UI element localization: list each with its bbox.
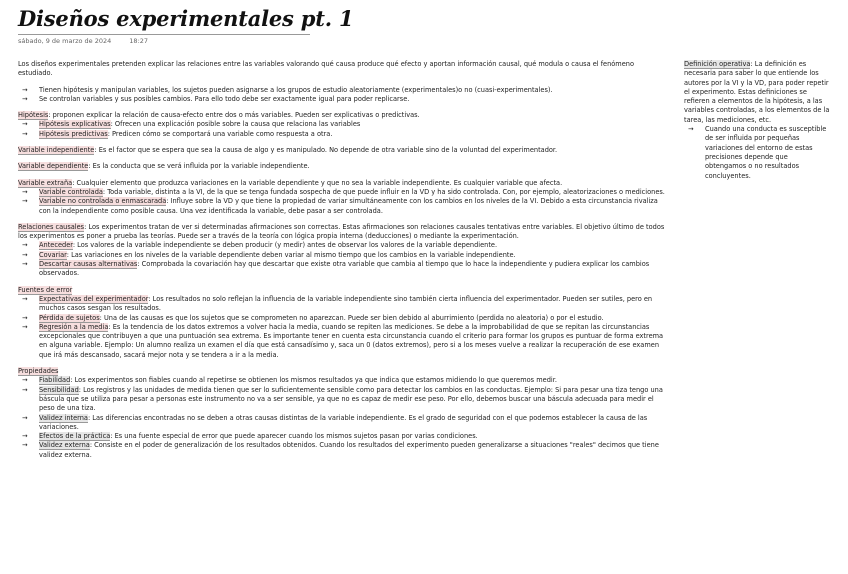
term-highlight: Fiabilidad — [39, 376, 71, 385]
note-time: 18:27 — [129, 37, 149, 45]
vi-definition — [18, 146, 668, 155]
definition-text: : Cualquier elemento que produzca variaciones en la variable dependiente y que no sea la variable independiente. Es cualquier variable que afecta. — [72, 178, 563, 187]
list-item — [18, 295, 668, 314]
list-item — [18, 386, 668, 414]
list-item — [18, 260, 668, 279]
definition-text: : Ofrecen una explicación posible sobre la causa que relaciona las variables — [110, 120, 361, 129]
list-item — [18, 251, 668, 260]
definition-text: : Los registros y las unidades de medida tienen que ser lo suficientemente sensible como para detectar los cambios en las conductas. Ejemplo: Si para pesar una tiza tengo una báscula que se utiliza para pesar a personas este instrumento no va a ser sensible, ya que no es capaz de medir ese peso. Por ello, debemos buscar una báscula adecuada para medir el peso de una tiza. — [39, 385, 663, 413]
main-content — [18, 60, 668, 467]
term-highlight: Variable controlada — [39, 187, 103, 196]
note-date: sábado, 9 de marzo de 2024 — [18, 37, 112, 45]
definition-text: : Influye sobre la VD y que tiene la propiedad de variar simultáneamente con los cambios en los niveles de la VI. Debido a esta circunstancia rivaliza con la independiente como posible causa. Una vez identificada la variable, debe pasar a ser controlada. — [39, 197, 658, 215]
term-highlight: Validez externa — [39, 441, 90, 450]
heading-highlight: Fuentes de error — [18, 285, 73, 294]
intro-paragraph: Los diseños experimentales pretenden explicar las relaciones entre las variables valorando qué causa produce qué efecto y aportan información causal, qué modula o causa el fenómeno estudiado. — [18, 60, 634, 78]
definition-text: : Los experimentos tratan de ver si determinadas afirmaciones son correctas. Estas afirmaciones son relaciones causales tentativas entre variables. El objetivo último de todos los experimentos es poner a prueba las teorías. Puede ser a través de la teoría con lógica propia interna (deducciones) o mediante la experimentación. — [18, 222, 665, 241]
term-highlight: Hipótesis — [18, 111, 49, 120]
list-item — [18, 376, 668, 385]
fuentes-heading — [18, 286, 668, 295]
list-item: → Se controlan variables y sus posibles cambios. Para ello todo debe ser exactamente igual para poder replicarse. — [18, 95, 668, 104]
hipotesis-list — [18, 120, 668, 139]
term-highlight: Descartar causas alternativas — [39, 260, 138, 269]
term-highlight: Anteceder — [39, 241, 73, 250]
definition-text: : proponen explicar la relación de causa-efecto entre dos o más variables. Pueden ser explicativas o predictivas. — [48, 111, 420, 120]
definition-text: : Es el factor que se espera que sea la causa de algo y es manipulado. No depende de otra variable sino de la voluntad del experimentador. — [94, 146, 558, 155]
list-item — [18, 314, 668, 323]
list-item — [18, 414, 668, 433]
term-highlight: Variable extraña — [18, 178, 73, 187]
list-item — [18, 188, 668, 197]
page-title: Diseños experimentales pt. 1 — [18, 6, 354, 31]
causales-definition — [18, 223, 668, 242]
term-highlight: Definición operativa — [684, 60, 751, 68]
definition-text: : Es la conducta que se verá influida por la variable independiente. — [88, 162, 310, 171]
definition-text: : Comprobada la covariación hay que descartar que existe otra variable que cambia al tiempo que lo hace la independiente y pudiera explicar los cambios observados. — [39, 260, 650, 278]
definition-text: : Predicen cómo se comportará una variable como respuesta a otra. — [107, 129, 333, 138]
term-highlight: Hipótesis explicativas — [39, 120, 111, 129]
heading-highlight: Propiedades — [18, 367, 59, 376]
list-item — [18, 241, 668, 250]
term-highlight: Pérdida de sujetos — [39, 313, 100, 322]
extrana-list — [18, 188, 668, 216]
definition-text: : Es una fuente especial de error que puede aparecer cuando los mismos sujetos pasan por varias condiciones. — [110, 432, 478, 441]
list-item — [18, 120, 668, 129]
term-highlight: Regresión a la media — [39, 322, 109, 331]
definition-text: : La definición es necesaria para saber lo que entiende los autores por la VI y la VD, para poder repetir el experimento. Estas definiciones se refieren a elementos de la hipótesis, a las variables controladas, a los elementos de la tarea, las mediciones, etc. — [684, 60, 830, 124]
side-list — [684, 125, 830, 181]
vd-definition — [18, 162, 668, 171]
term-highlight: Sensibilidad — [39, 385, 79, 394]
term-highlight: Relaciones causales — [18, 222, 85, 231]
definition-text: : Las diferencias encontradas no se deben a otras causas distintas de la variable independiente. Es el grado de seguridad con el que podemos establecer la causa de las variaciones. — [39, 413, 648, 431]
term-highlight: Variable dependiente — [18, 162, 89, 171]
definition-text: : Los experimentos son fiables cuando al repetirse se obtienen los mismos resultados ya que indica que estamos midiendo lo que queremos medir. — [70, 376, 557, 385]
side-note — [684, 60, 830, 188]
hipotesis-definition — [18, 111, 668, 120]
term-highlight: Efectos de la práctica — [39, 432, 111, 441]
term-highlight: Variable independiente — [18, 146, 95, 155]
definition-text: : Las variaciones en los niveles de la variable dependiente deben variar al mismo tiempo que los cambios en la variable independiente. — [66, 250, 516, 259]
definition-text: : Una de las causas es que los sujetos que se comprometen no aparezcan. Puede ser bien debido al aburrimiento (perdida no aleatoria) o por el estudio. — [99, 313, 604, 322]
definition-text: : Los resultados no solo reflejan la influencia de la variable independiente sino también cierta influencia del experimentador. Pueden ser sutiles, pero en muchos casos sesgan los resultados. — [39, 294, 653, 313]
intro-list — [18, 86, 668, 105]
fuentes-list — [18, 295, 668, 360]
causales-list — [18, 241, 668, 278]
propiedades-list — [18, 376, 668, 460]
definition-text: : Es la tendencia de los datos extremos a volver hacia la media, cuando se repiten las mediciones. Se debe a la improbabilidad de que se repitan las circunstancias excepcionales que contribuyen a que una puntuación sea extrema. Es importante tener en cuenta esta circunstancia cuando el criterio para formar los grupos es puntuar de forma extrema en alguna variable. Ejemplo: Un alumno realiza un examen el día que está cansadísimo y, saca un 0 (datos extremos), pero si a los meses vuelve a realizar la recuperación de ese examen que irá más descansado, sacará mejor nota y se tendera a ir a la media. — [39, 322, 664, 359]
term-highlight: Expectativas del experimentador — [39, 294, 149, 303]
definition-text: : Consiste en el poder de generalización de los resultados obtenidos. Cuando los resultados del experimento pueden generalizarse a situaciones "reales" decimos que tiene validez externa. — [39, 441, 659, 459]
list-item: → Tienen hipótesis y manipulan variables, los sujetos pueden asignarse a los grupos de estudio aleatoriamente (experimentales)o no (cuasi-experimentales). — [18, 86, 668, 95]
list-item — [18, 197, 668, 216]
definition-text: : Los valores de la variable independiente se deben producir (y medir) antes de observar los valores de la variable dependiente. — [72, 241, 498, 250]
definicion-operativa — [684, 60, 830, 125]
list-item: → Cuando una conducta es susceptible de ser influida por pequeñas variaciones del entorno de estas precisiones depende que obtengamos o no resultados concluyentes. — [684, 125, 830, 181]
term-highlight: Variable no controlada o enmascarada — [39, 197, 167, 206]
list-item — [18, 441, 668, 460]
list-item — [18, 323, 668, 360]
list-item — [18, 130, 668, 139]
propiedades-heading — [18, 367, 668, 376]
term-highlight: Validez interna — [39, 413, 88, 422]
list-item — [18, 432, 668, 441]
term-highlight: Hipótesis predictivas — [39, 129, 108, 138]
term-highlight: Covariar — [39, 250, 67, 259]
extrana-definition — [18, 179, 668, 188]
definition-text: : Toda variable, distinta a la VI, de la que se tenga fundada sospecha de que puede influir en la VD y ha sido controlada. Con, por ejemplo, aleatorizaciones o mediciones. — [102, 187, 665, 196]
note-metadata — [18, 34, 310, 45]
